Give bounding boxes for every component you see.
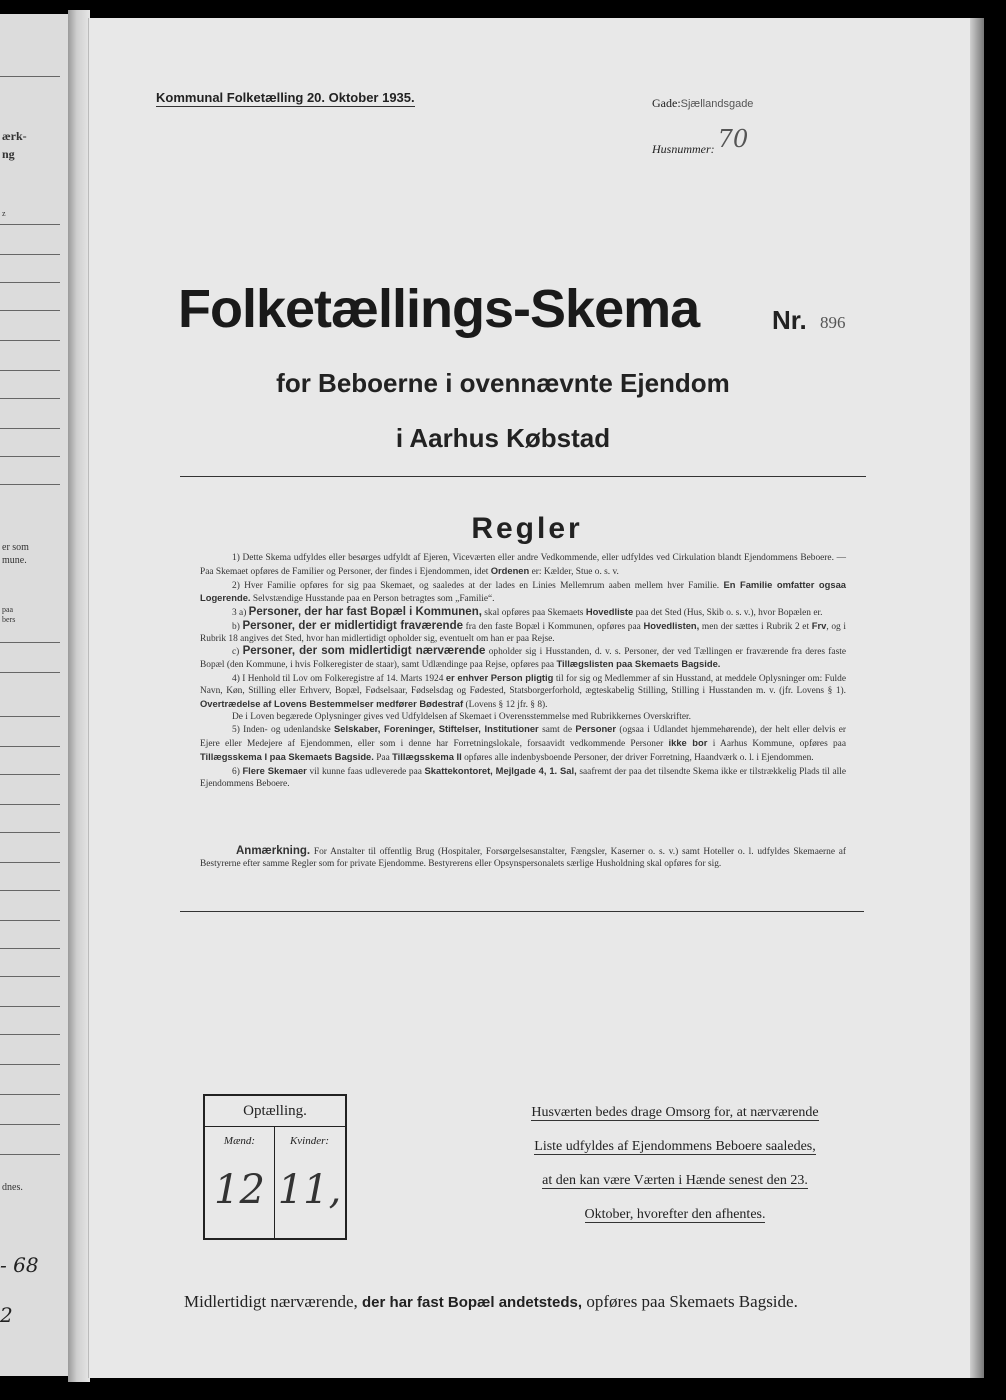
book-gutter <box>68 10 90 1382</box>
women-count: 11, <box>277 1167 342 1213</box>
left-rule <box>0 976 60 977</box>
women-column <box>275 1127 344 1238</box>
left-text: ærk- <box>2 129 27 143</box>
left-text: dnes. <box>2 1182 23 1193</box>
left-rule <box>0 282 60 283</box>
rule-1: 1) Dette Skema udfyldes eller besørges udfyldt af Ejeren, Viceværten eller andre Vedkommende, eller udfyldes ved Cirkulation blandt Ejendommens Beboere. — Paa Skemaet opføres de Familier og Personer, der findes i Ejendommen, idet Ordenen er: Kælder, Stue o. s. v. <box>200 553 846 577</box>
left-rule <box>0 456 60 457</box>
house-number-value: 70 <box>717 125 749 153</box>
street-field <box>652 96 753 111</box>
notice-line: Oktober, hvorefter den afhentes. <box>584 1207 766 1222</box>
left-page-fragment <box>0 14 72 1376</box>
left-handwriting: 2 <box>0 1303 13 1327</box>
left-rule <box>0 672 60 673</box>
left-rule <box>0 1124 60 1125</box>
rules-heading: Regler <box>471 512 583 545</box>
rules-body <box>200 553 846 790</box>
left-rule <box>0 224 60 225</box>
left-rule <box>0 804 60 805</box>
left-text: ng <box>2 147 15 161</box>
left-rule <box>0 310 60 311</box>
women-label: Kvinder: <box>289 1135 330 1147</box>
men-label: Mænd: <box>223 1135 256 1147</box>
divider-top <box>180 476 866 477</box>
left-rule <box>0 1064 60 1065</box>
rule-6: 6) Flere Skemaer vil kunne faas udleverede paa Skattekontoret, Mejlgade 4, 1. Sal, saafremt der paa det tilsendte Skema ikke er tilstrækkelig Plads til alle Ejendommens Beboere. <box>200 764 847 789</box>
left-rule <box>0 1094 60 1095</box>
count-box-title: Optælling. <box>205 1096 345 1127</box>
count-box <box>203 1094 347 1240</box>
annotation-note <box>200 845 846 870</box>
form-title: Folketællings-Skema <box>178 279 700 339</box>
left-rule <box>0 920 60 921</box>
house-number-field <box>652 125 749 159</box>
left-rule <box>0 1034 60 1035</box>
page-edge-shadow <box>970 18 984 1378</box>
left-rule <box>0 1006 60 1007</box>
form-subtitle-2: i Aarhus Købstad <box>395 423 611 453</box>
divider-bottom <box>180 911 864 912</box>
left-text: paa <box>2 605 14 614</box>
street-value: Sjællandsgade <box>680 98 754 110</box>
left-text: er som <box>2 542 29 553</box>
street-label: Gade: <box>652 96 681 110</box>
notice-line: Liste udfyldes af Ejendommens Beboere saaledes, <box>534 1139 816 1154</box>
men-column <box>205 1127 275 1238</box>
rule-4b: De i Loven begærede Oplysninger gives ved Udfyldelsen af Skemaet i Overensstemmelse med Rubrikkernes Overskrifter. <box>232 711 691 722</box>
form-number-value: 896 <box>820 313 846 332</box>
rule-2: 2) Hver Familie opføres for sig paa Skemaet, og saaledes at der lades en Linies Mellemrum aaben mellem hver Familie. En Familie omfatter ogsaa Logerende. Selvstændige Husstande paa en Person betragtes som „Familie“. <box>200 578 846 605</box>
form-number-label: Nr. <box>772 305 807 335</box>
left-rule <box>0 340 60 341</box>
rule-4: 4) I Henhold til Lov om Folkeregistre af 14. Marts 1924 er enhver Person pligtig til for sig og Medlemmer af sin Husstand, at meddele Oplysninger om: Fulde Navn, Køn, Stilling eller Erhverv, Bopæl, Fødselsaar, Fødselsdag og Fødested, Statsborgerforhold, ægteskabelig Stilling, Stilling i Husstanden m. v. (jfr. Lovens § 1). Overtrædelse af Lovens Bestemmelser medfører Bødestraf (Lovens § 12 jfr. § 8). <box>200 672 847 710</box>
census-header: Kommunal Folketælling 20. Oktober 1935. <box>156 90 415 105</box>
rule-3a: 3 a) Personer, der har fast Bopæl i Kommunen, skal opføres paa Skemaets Hovedliste paa det Sted (Hus, Skib o. s. v.), hvor Bopælen er. <box>232 606 823 619</box>
left-rule <box>0 642 60 643</box>
left-rule <box>0 76 60 77</box>
left-rule <box>0 1154 60 1155</box>
rule-3c: c) Personer, der som midlertidigt nærværende opholder sig i Husstanden, d. v. s. Personer, der ved Tællingen er fraværende fra deres faste Bopæl (den Kommune, i hvis Folkeregister de staar), samt Udlændinge paa Rejse, opføres paa Tillægslisten paa Skemaets Bagside. <box>200 644 847 671</box>
left-rule <box>0 254 60 255</box>
left-handwriting: - 68 <box>0 1253 39 1277</box>
annotation-text: For Anstalter til offentlig Brug (Hospitaler, Forsørgelsesanstalter, Fængsler, Kaserner o. s. v.) samt Hoteller o. l. udfyldes Skemaerne af Bestyrerne efter samme Regler som for private Ejendomme. Bestyrerens eller Opsynspersonalets særlige Husholdning skal opføres for sig. <box>200 847 847 869</box>
left-rule <box>0 774 60 775</box>
left-rule <box>0 890 60 891</box>
left-rule <box>0 716 60 717</box>
landlord-notice <box>496 1096 854 1232</box>
left-rule <box>0 832 60 833</box>
rule-3b: b) Personer, der er midlertidigt fraværende fra den faste Bopæl i Kommunen, opføres paa Hovedlisten, men der sættes i Rubrik 2 et Frv, og i Rubrik 18 angives det Sted, hvor han midlertidigt opholder sig, eventuelt om han er paa Rejse. <box>200 619 847 644</box>
left-text: z <box>2 209 6 218</box>
left-text: mune. <box>2 555 27 566</box>
annotation-label: Anmærkning. <box>236 845 311 857</box>
footer-note: Midlertidigt nærværende, der har fast Bopæl andetsteds, opføres paa Skemaets Bagside. <box>184 1292 798 1311</box>
notice-line: at den kan være Værten i Hænde senest den 23. <box>542 1173 808 1188</box>
left-rule <box>0 746 60 747</box>
left-text: bers <box>2 615 16 624</box>
left-rule <box>0 862 60 863</box>
left-rule <box>0 484 60 485</box>
form-subtitle-1: for Beboerne i ovennævnte Ejendom <box>276 368 730 398</box>
men-count: 12 <box>214 1167 265 1213</box>
house-number-label: Husnummer: <box>652 142 715 156</box>
rule-5: 5) Inden- og udenlandske Selskaber, Foreninger, Stiftelser, Institutioner samt de Personer (ogsaa i Udlandet hjemmehørende), der helt eller delvis er Ejere eller Medejere af Ejendommen, eller som i denne har Forretningslokale, forsaavidt vedkommende Personer ikke bor i Aarhus Kommune, opføres paa Tillægsskema I paa Skemaets Bagside. Paa Tillægsskema II opføres alle indenbysboende Personer, der driver Forretning, Haandværk o. l. i Ejendommen. <box>200 723 847 763</box>
notice-line: Husværten bedes drage Omsorg for, at nærværende <box>531 1105 819 1120</box>
left-rule <box>0 948 60 949</box>
